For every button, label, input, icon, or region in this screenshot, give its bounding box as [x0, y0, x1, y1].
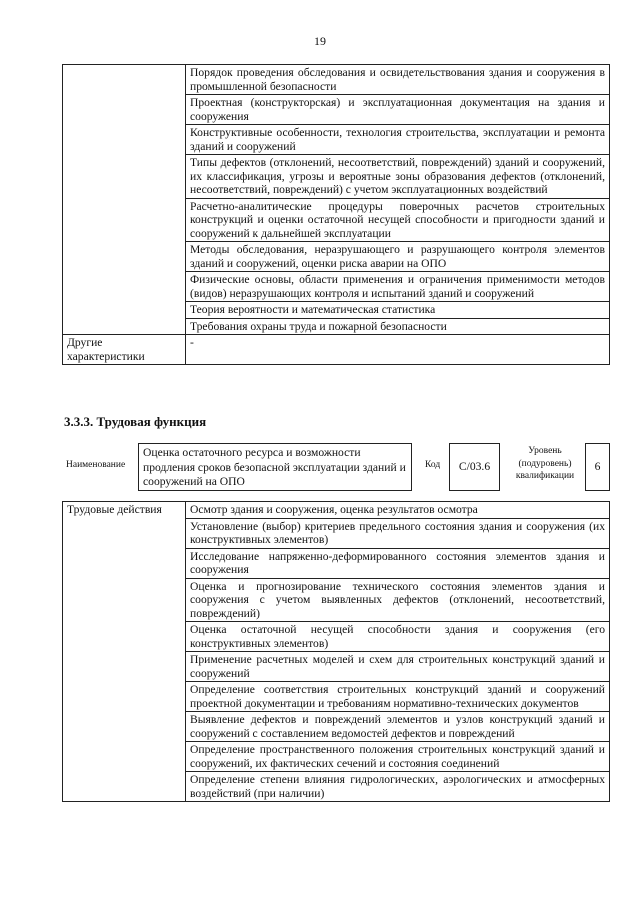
labor-action-item: Определение степени влияния гидрологических, аэрологических и атмосферных воздействий (при наличии) — [186, 772, 610, 802]
table-cell-empty — [63, 65, 186, 335]
name-label: Наименование — [66, 460, 126, 470]
requirement-item: Конструктивные особенности, технология строительства, эксплуатации и ремонта зданий и сооружений — [186, 125, 610, 155]
labor-action-item: Выявление дефектов и повреждений элементов и узлов конструкций зданий и сооружений с составлением ведомостей дефектов и повреждений — [186, 712, 610, 742]
table-row — [63, 65, 610, 95]
requirement-item: Типы дефектов (отклонений, несоответствий, повреждений) зданий и сооружений, их классификация, угрозы и вероятные зоны образования дефектов (отклонений, несоответствий, повреждений) с учетом эксплуатационных воздействий — [186, 155, 610, 199]
labor-action-item: Осмотр здания и сооружения, оценка результатов осмотра — [186, 502, 610, 519]
requirement-item: Расчетно-аналитические процедуры поверочных расчетов строительных конструкций и оценки остаточной несущей способности и пригодности зданий и сооружений к дальнейшей эксплуатации — [186, 198, 610, 242]
code-label: Код — [425, 460, 441, 470]
labor-action-item: Оценка и прогнозирование технического состояния элементов здания и сооружения с учетом выявленных дефектов (отклонений, несоответствий, повреждений) — [186, 578, 610, 622]
labor-action-item: Определение соответствия строительных конструкций зданий и сооружений проектной документации и требованиям нормативно-технических документов — [186, 682, 610, 712]
labor-action-item: Определение пространственного положения строительных конструкций зданий и сооружений, их фактических сечений и состояния соединений — [186, 742, 610, 772]
function-header — [62, 443, 610, 493]
requirement-item: Методы обследования, неразрушающего и разрушающего контроля элементов зданий и сооружений, оценки риска аварии на ОПО — [186, 242, 610, 272]
other-characteristics-value: - — [186, 335, 610, 365]
labor-action-item: Исследование напряженно-деформированного состояния элементов здания и сооружения — [186, 548, 610, 578]
section-title: 3.3.3. Трудовая функция — [64, 414, 207, 429]
level-label: Уровень (подуровень) квалификации — [515, 446, 575, 481]
labor-actions-table — [62, 501, 610, 802]
other-characteristics-label: Другие характеристики — [63, 335, 186, 365]
labor-action-item: Оценка остаточной несущей способности здания и сооружения (его конструктивных элементов) — [186, 622, 610, 652]
function-name: Оценка остаточного ресурса и возможности продления сроков безопасной эксплуатации зданий и сооружений на ОПО — [138, 443, 412, 491]
qualification-level: 6 — [585, 443, 610, 491]
labor-action-item: Применение расчетных моделей и схем для строительных конструкций зданий и сооружений — [186, 652, 610, 682]
requirement-item: Требования охраны труда и пожарной безопасности — [186, 318, 610, 335]
requirement-item: Проектная (конструкторская) и эксплуатационная документация на здания и сооружения — [186, 95, 610, 125]
requirement-item: Физические основы, области применения и ограничения применимости методов (видов) неразрушающих контроля и испытаний зданий и сооружений — [186, 272, 610, 302]
requirements-table — [62, 64, 610, 365]
requirement-item: Теория вероятности и математическая статистика — [186, 302, 610, 319]
table-row — [63, 335, 610, 365]
table-row — [63, 502, 610, 519]
labor-actions-label: Трудовые действия — [63, 502, 186, 802]
requirement-item: Порядок проведения обследования и освидетельствования здания и сооружения в промышленной безопасности — [186, 65, 610, 95]
function-code: С/03.6 — [449, 443, 500, 491]
page-number: 19 — [314, 34, 326, 48]
labor-action-item: Установление (выбор) критериев предельного состояния здания и сооружения (их конструктивных элементов) — [186, 518, 610, 548]
